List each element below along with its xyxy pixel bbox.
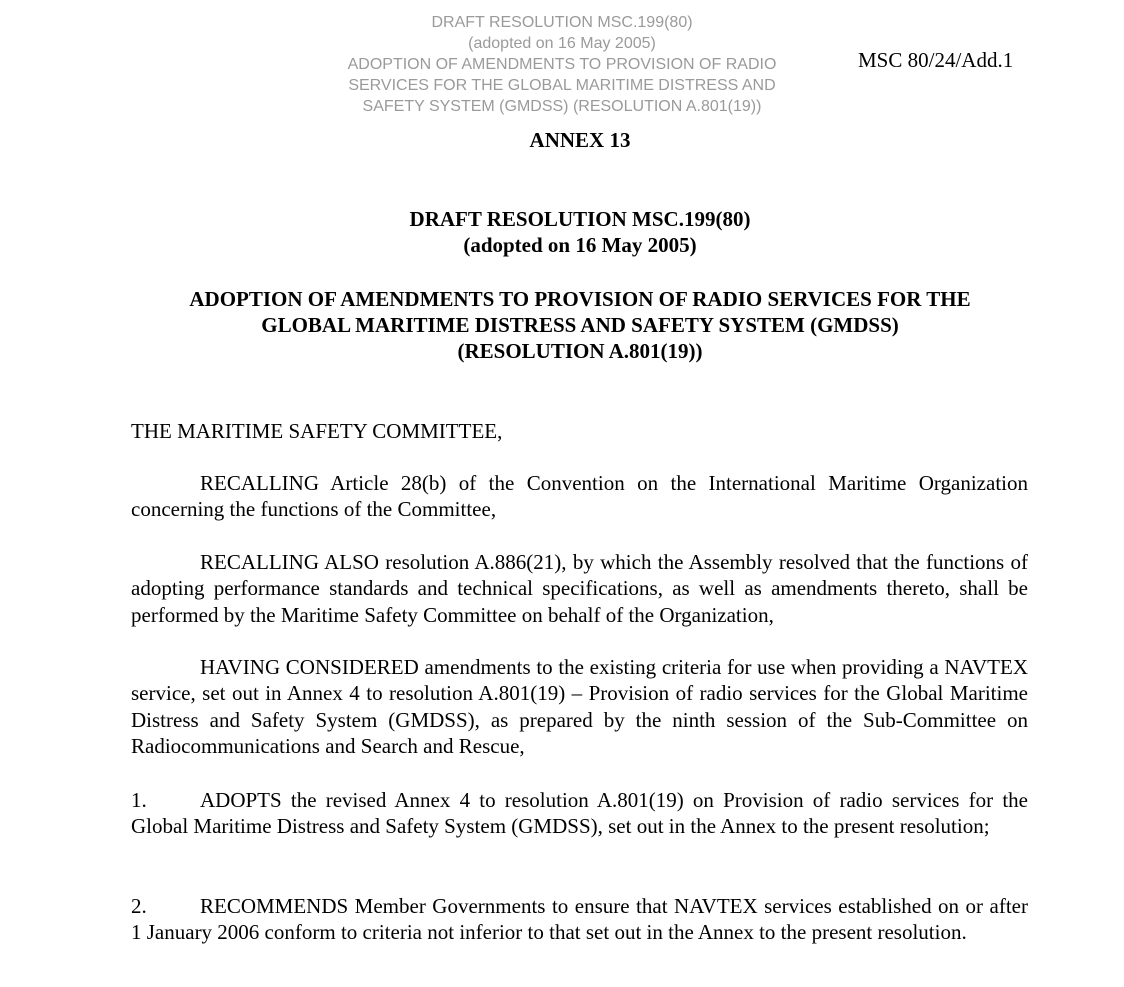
paragraph-text: ADOPTS the revised Annex 4 to resolution A.801(19) on Provision of radio services for the Global Maritime Distress and Safety System (GMDSS), set out in the Annex to the present resolution; bbox=[131, 788, 1028, 839]
recalling-paragraph: RECALLING Article 28(b) of the Convention on the International Maritime Organization concerning the functions of the Committee, bbox=[131, 471, 1028, 522]
adoption-date: (adopted on 16 May 2005) bbox=[463, 233, 697, 257]
annex-heading: ANNEX 13 bbox=[529, 128, 631, 152]
having-considered-paragraph: HAVING CONSIDERED amendments to the existing criteria for use when providing a NAVTEX service, set out in Annex 4 to resolution A.801(19) – Provision of radio services for the Global Maritime Distress and Safety System (GMDSS), as prepared by the ninth session of the Sub-Committee on Radiocommunications and Search and Rescue, bbox=[131, 655, 1028, 758]
resolution-number: DRAFT RESOLUTION MSC.199(80) bbox=[409, 207, 751, 231]
paragraph-text: RECOMMENDS Member Governments to ensure that NAVTEX services established on or after 1 January 2006 conform to criteria not inferior to that set out in the Annex to the present resolution. bbox=[131, 894, 1028, 945]
resolution-subject bbox=[0, 286, 1124, 364]
operative-paragraph-1 bbox=[131, 787, 1028, 840]
header-line: SAFETY SYSTEM (GMDSS) (RESOLUTION A.801(19)) bbox=[362, 98, 762, 115]
subject-line: ADOPTION OF AMENDMENTS TO PROVISION OF RADIO SERVICES FOR THE bbox=[189, 287, 971, 311]
operative-paragraph-2 bbox=[131, 893, 1028, 946]
header-line: (adopted on 16 May 2005) bbox=[468, 35, 656, 52]
recalling-also-paragraph: RECALLING ALSO resolution A.886(21), by which the Assembly resolved that the functions of adopting performance standards and technical specifications, as well as amendments thereto, shall be performed by the Maritime Safety Committee on behalf of the Organization, bbox=[131, 550, 1028, 627]
subject-line: (RESOLUTION A.801(19)) bbox=[457, 339, 703, 363]
running-header-watermark bbox=[312, 12, 812, 117]
resolution-title bbox=[0, 206, 1124, 258]
paragraph-number: 1. bbox=[131, 788, 147, 812]
paragraph-number: 2. bbox=[131, 894, 147, 918]
header-line: ADOPTION OF AMENDMENTS TO PROVISION OF RADIO bbox=[347, 56, 777, 73]
subject-line: GLOBAL MARITIME DISTRESS AND SAFETY SYSTEM (GMDSS) bbox=[261, 313, 899, 337]
header-line: SERVICES FOR THE GLOBAL MARITIME DISTRESS AND bbox=[348, 77, 776, 94]
committee-heading: THE MARITIME SAFETY COMMITTEE, bbox=[131, 419, 503, 443]
document-reference: MSC 80/24/Add.1 bbox=[858, 48, 1014, 72]
header-line: DRAFT RESOLUTION MSC.199(80) bbox=[431, 14, 693, 31]
